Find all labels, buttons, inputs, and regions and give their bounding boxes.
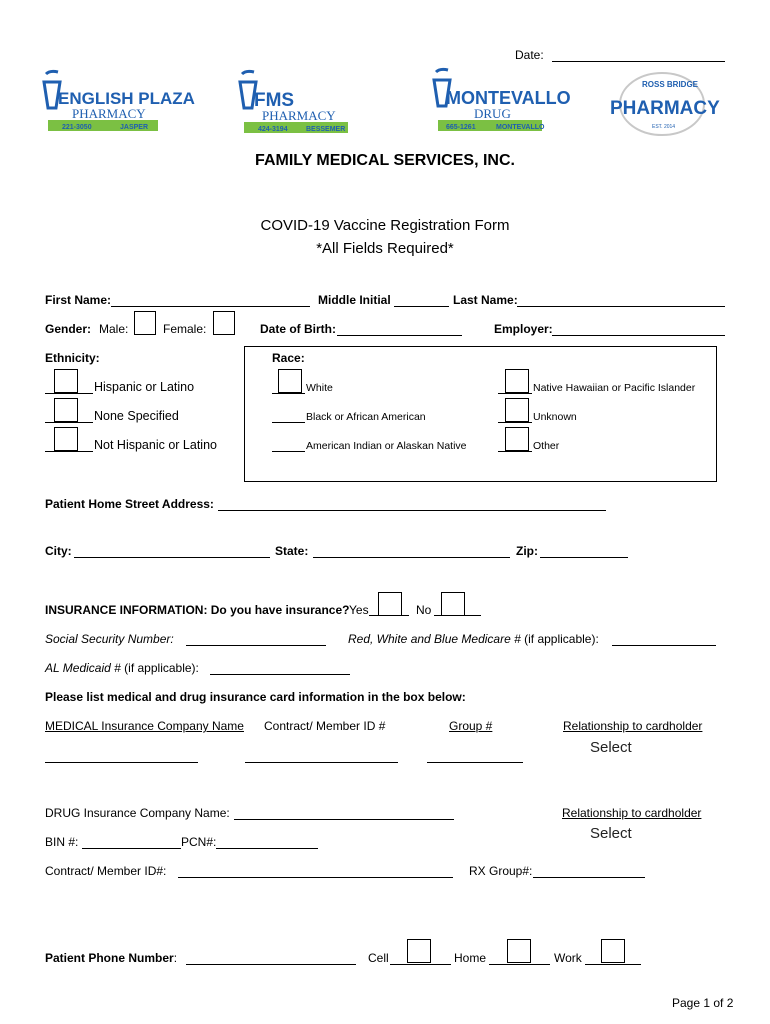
phone-label-group [45,951,177,965]
insurance-yes-label: Yes [349,603,369,617]
medical-member-field[interactable] [245,762,398,763]
medicaid-label-text: AL Medicaid # [45,661,121,675]
state-field[interactable] [313,557,510,558]
dob-field[interactable] [337,335,462,336]
contract-field[interactable] [178,877,453,878]
fms-city: BESSEMER [306,126,346,133]
ethnicity-option-hispanic: Hispanic or Latino [94,380,195,394]
medicaid-field[interactable] [210,674,350,675]
insurance-question: INSURANCE INFORMATION: Do you have insurance? [45,603,350,617]
pacific-checkbox[interactable] [505,369,529,393]
phone-colon: : [173,951,178,965]
city-label: City: [45,544,72,558]
medical-company-field[interactable] [45,762,198,763]
col-member-id: Contract/ Member ID # [264,719,386,733]
ethnicity-label: Ethnicity: [45,351,100,365]
montevallo-line1: MONTEVALLO [446,88,571,108]
employer-field[interactable] [552,335,725,336]
english-plaza-line1: ENGLISH PLAZA [58,89,195,108]
work-checkbox[interactable] [601,939,625,963]
bin-label: BIN #: [45,835,79,849]
cell-underline [390,964,451,965]
montevallo-phone: 665-1261 [446,124,476,131]
race-label: Race: [272,351,305,365]
pcn-label: PCN#: [181,835,217,849]
ssn-label: Social Security Number: [45,632,174,646]
contract-label: Contract/ Member ID#: [45,864,167,878]
ross-bridge-est: EST. 2014 [652,124,676,130]
race-option-native-american: American Indian or Alaskan Native [306,440,467,452]
page-number: Page 1 of 2 [672,996,734,1010]
fms-pharmacy-logo [236,68,356,134]
date-label: Date: [515,48,544,62]
home-underline [489,964,550,965]
ross-bridge-logo [606,72,718,136]
address-field[interactable] [218,510,606,511]
cell-label: Cell [368,951,389,965]
page-title: FAMILY MEDICAL SERVICES, INC. [255,152,515,169]
english-plaza-city: JASPER [120,124,149,131]
none-specified-underline [45,422,93,423]
none-specified-checkbox[interactable] [54,398,78,422]
insurance-no-label: No [416,603,432,617]
ross-bridge-arc: ROSS BRIDGE [642,80,699,89]
rx-group-field[interactable] [533,877,645,878]
insurance-instructions: Please list medical and drug insurance card information in the box below: [45,690,466,704]
drug-relationship-label: Relationship to cardholder [562,806,702,820]
home-checkbox[interactable] [507,939,531,963]
cell-checkbox[interactable] [407,939,431,963]
other-checkbox[interactable] [505,427,529,451]
english-plaza-logo [40,68,195,132]
medicaid-if-applicable: (if applicable): [124,661,199,675]
dob-label: Date of Birth: [260,322,336,336]
medicaid-label [45,661,199,675]
gender-label: Gender: [45,322,92,336]
fms-line1: FMS [254,90,295,111]
state-label: State: [275,544,309,558]
relationship-select-medical[interactable]: Select [590,739,632,756]
montevallo-line2: DRUG [474,106,511,121]
zip-label: Zip: [516,544,538,558]
montevallo-city: MONTEVALLO [496,124,545,131]
not-hispanic-checkbox[interactable] [54,427,78,451]
col-relationship: Relationship to cardholder [563,719,703,733]
unknown-underline [498,422,532,423]
form-subtitle: COVID-19 Vaccine Registration Form [260,217,510,234]
other-underline [498,451,532,452]
black-underline[interactable] [272,422,305,423]
work-label: Work [554,951,582,965]
required-notice: *All Fields Required* [316,240,454,257]
drug-company-field[interactable] [234,819,454,820]
ross-bridge-main: PHARMACY [610,98,720,119]
last-name-label: Last Name: [453,293,518,307]
col-group: Group # [449,719,493,733]
zip-field[interactable] [540,557,628,558]
address-label: Patient Home Street Address: [45,497,214,511]
native-american-underline[interactable] [272,451,305,452]
rx-group-label: RX Group#: [469,864,533,878]
middle-initial-label: Middle Initial [318,293,391,307]
fms-line2: PHARMACY [262,108,336,123]
phone-field[interactable] [186,964,356,965]
bin-field[interactable] [82,848,181,849]
female-checkbox[interactable] [213,311,235,335]
race-option-unknown: Unknown [533,411,577,423]
work-underline [585,964,641,965]
medical-group-field[interactable] [427,762,523,763]
medicare-field[interactable] [612,645,716,646]
date-field[interactable] [552,61,725,62]
employer-label: Employer: [494,322,553,336]
relationship-select-drug[interactable]: Select [590,825,632,842]
white-checkbox[interactable] [278,369,302,393]
city-field[interactable] [74,557,270,558]
ethnicity-option-none: None Specified [94,409,179,423]
insurance-no-underline [434,615,481,616]
white-underline [272,393,305,394]
phone-label: Patient Phone Number [45,951,174,965]
medicare-label-text: Red, White and Blue Medicare # [348,632,521,646]
hispanic-checkbox[interactable] [54,369,78,393]
female-label: Female: [163,322,207,336]
hispanic-underline [45,393,93,394]
english-plaza-phone: 221-3050 [62,124,92,131]
medicare-label [348,632,599,646]
montevallo-drug-logo [430,66,571,132]
race-option-pacific: Native Hawaiian or Pacific Islander [533,382,696,394]
home-label: Home [454,951,487,965]
first-name-field[interactable] [111,306,310,307]
race-option-other: Other [533,440,560,452]
pcn-field[interactable] [216,848,318,849]
medicare-if-applicable: (if applicable): [524,632,599,646]
not-hispanic-underline [45,451,93,452]
drug-company-label: DRUG Insurance Company Name: [45,806,230,820]
insurance-yes-underline [369,615,409,616]
race-option-white: White [306,382,333,394]
last-name-field[interactable] [517,306,725,307]
ethnicity-option-not-hispanic: Not Hispanic or Latino [94,438,217,452]
unknown-checkbox[interactable] [505,398,529,422]
col-medical-company: MEDICAL Insurance Company Name [45,719,244,733]
male-checkbox[interactable] [134,311,156,335]
pacific-underline [498,393,532,394]
middle-initial-field[interactable] [394,306,449,307]
race-option-black: Black or African American [306,411,426,423]
english-plaza-line2: PHARMACY [72,106,146,121]
fms-phone: 424-3194 [258,126,288,133]
ssn-field[interactable] [186,645,326,646]
first-name-label: First Name: [45,293,112,307]
male-label: Male: [99,322,129,336]
insurance-yes-checkbox[interactable] [378,592,402,616]
insurance-no-checkbox[interactable] [441,592,465,616]
